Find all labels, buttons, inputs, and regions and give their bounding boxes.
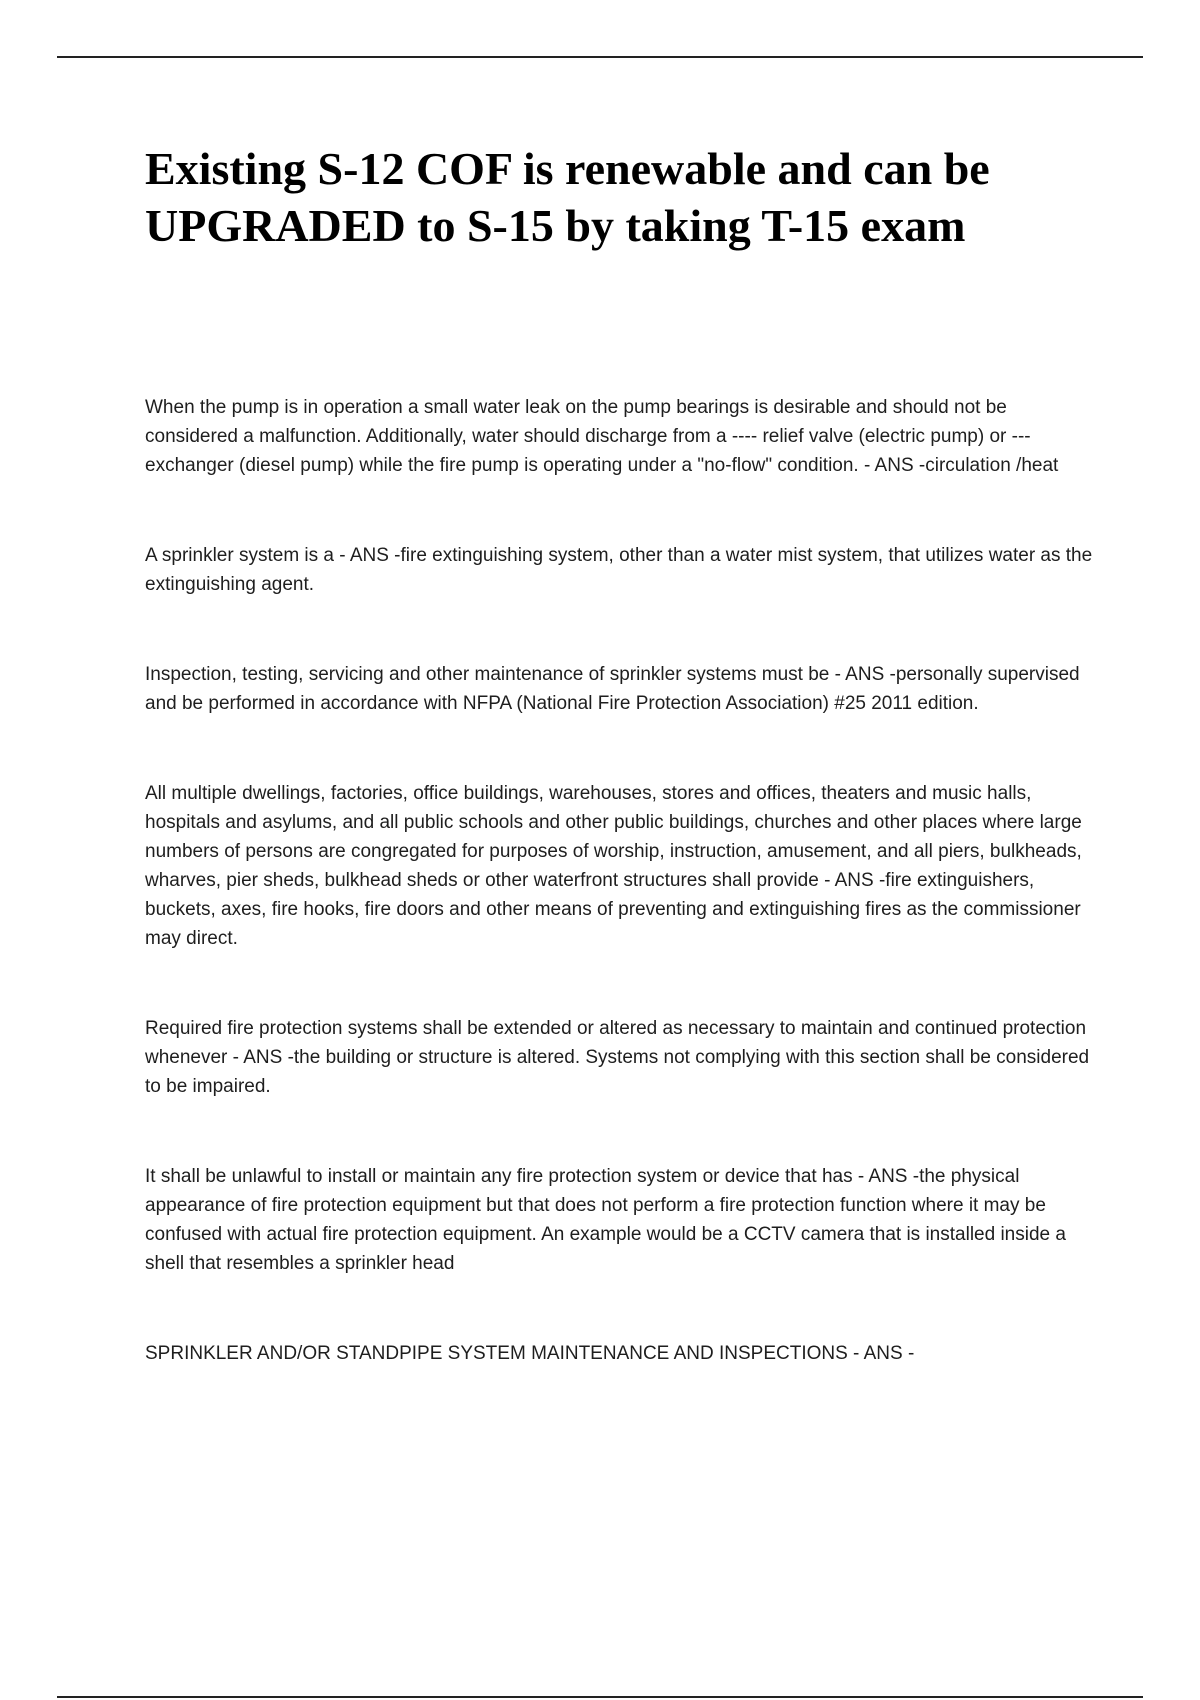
document-body <box>145 140 1095 1364</box>
qa-item: A sprinkler system is a - ANS -fire extinguishing system, other than a water mist system, that utilizes water as the extinguishing agent. <box>145 545 1093 595</box>
qa-item: Inspection, testing, servicing and other maintenance of sprinkler systems must be - ANS -personally supervised and be performed in accordance with NFPA (National Fire Protection Association) #25 2011 edition. <box>145 664 1080 714</box>
qa-item: It shall be unlawful to install or maintain any fire protection system or device that has - ANS -the physical appearance of fire protection equipment but that does not perform a fire protection function where it may be confused with actual fire protection equipment. An example would be a CCTV camera that is installed inside a shell that resembles a sprinkler head <box>145 1166 1066 1274</box>
question-answer-list <box>145 393 1095 1429</box>
bottom-divider <box>57 1696 1143 1698</box>
qa-item: SPRINKLER AND/OR STANDPIPE SYSTEM MAINTENANCE AND INSPECTIONS - ANS - <box>145 1343 915 1364</box>
qa-item: When the pump is in operation a small water leak on the pump bearings is desirable and should not be considered a malfunction. Additionally, water should discharge from a ---- relief valve (electric pump) or --- exchanger (diesel pump) while the fire pump is operating under a "no-flow" condition. - ANS -circulation /heat <box>145 397 1059 476</box>
qa-item: All multiple dwellings, factories, office buildings, warehouses, stores and offices, theaters and music halls, hospitals and asylums, and all public schools and other public buildings, churches and other places where large numbers of persons are congregated for purposes of worship, instruction, amusement, and all piers, bulkheads, wharves, pier sheds, bulkhead sheds or other waterfront structures shall provide - ANS -fire extinguishers, buckets, axes, fire hooks, fire doors and other means of preventing and extinguishing fires as the commissioner may direct. <box>145 783 1082 949</box>
page-title: Existing S-12 COF is renewable and can be UPGRADED to S-15 by taking T-15 exam <box>145 143 990 251</box>
top-divider <box>57 56 1143 58</box>
qa-item: Required fire protection systems shall be extended or altered as necessary to maintain and continued protection whenever - ANS -the building or structure is altered. Systems not complying with this section shall be considered to be impaired. <box>145 1018 1090 1097</box>
